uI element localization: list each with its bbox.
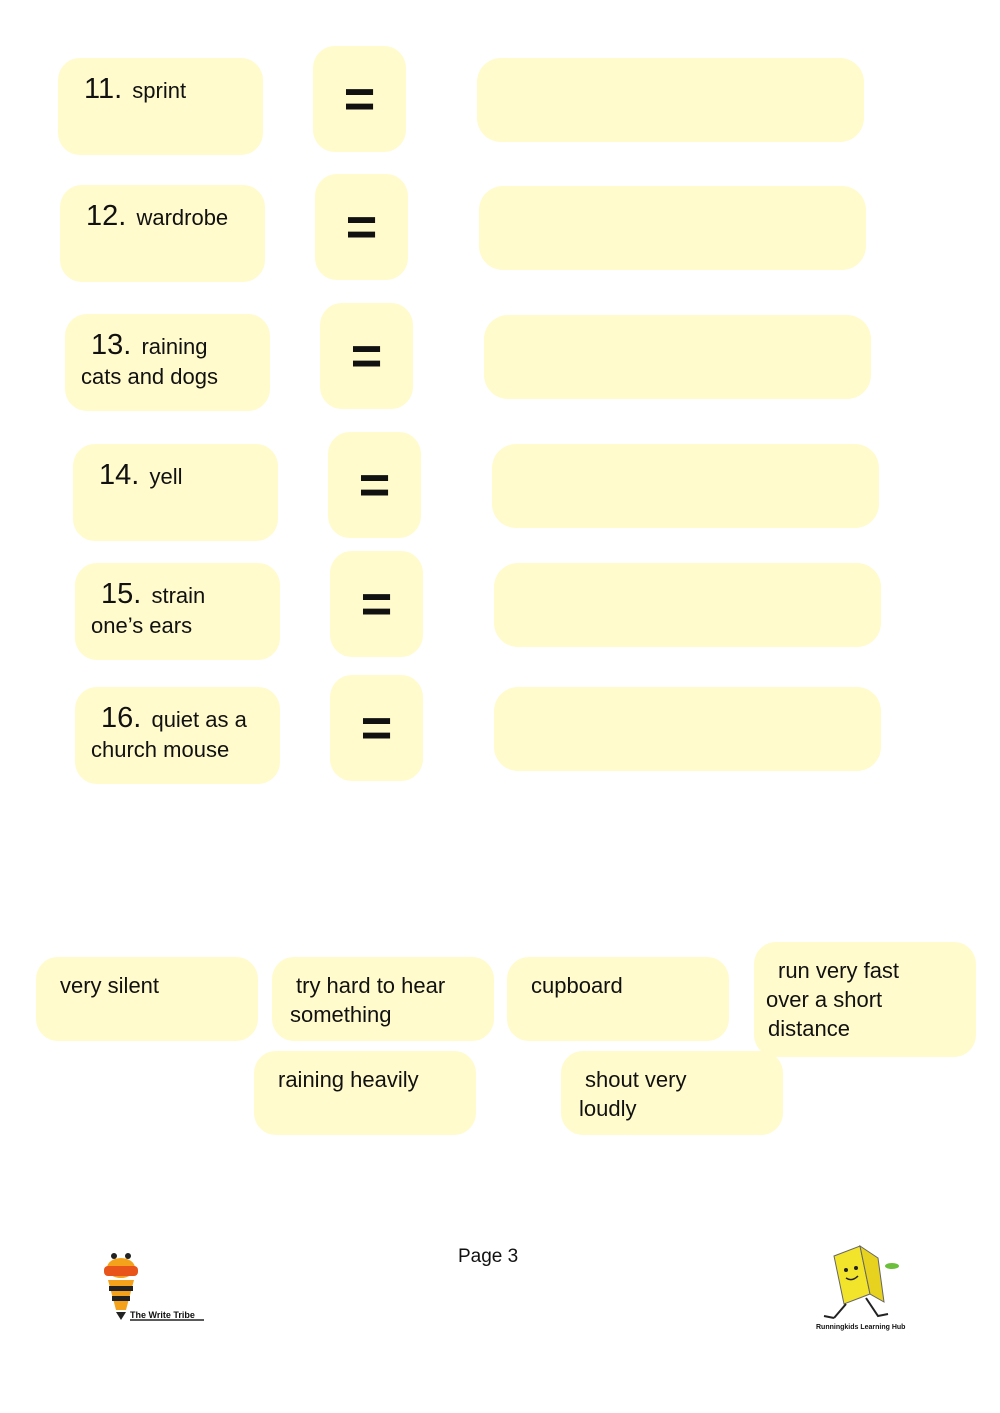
option-raining-heavily[interactable] xyxy=(254,1051,476,1135)
term-text: quiet as a xyxy=(151,707,247,732)
equals-sign: = xyxy=(350,326,383,386)
option-try-hard-to-hear[interactable] xyxy=(272,957,494,1041)
equals-sign: = xyxy=(360,698,393,758)
option-text-line3: distance xyxy=(768,1016,850,1041)
option-text: try hard to hear xyxy=(296,973,446,998)
answer-drop-zone-14[interactable] xyxy=(492,444,879,528)
equals-sign: = xyxy=(345,197,378,257)
term-box-13 xyxy=(65,314,270,411)
term-box-14 xyxy=(73,444,278,541)
term-text-line2: church mouse xyxy=(91,737,230,762)
equals-box-16 xyxy=(330,675,423,781)
option-run-very-fast[interactable] xyxy=(754,942,976,1057)
term-text: sprint xyxy=(132,78,187,103)
answer-drop-zone-16[interactable] xyxy=(494,687,881,771)
term-text: yell xyxy=(149,464,183,489)
option-text: very silent xyxy=(60,973,160,998)
logo-caption: Runningkids Learning Hub xyxy=(816,1324,906,1331)
term-text: strain xyxy=(151,583,206,608)
option-shout-very-loudly[interactable] xyxy=(561,1051,783,1135)
equals-box-11 xyxy=(313,46,406,152)
option-text-line2: loudly xyxy=(579,1096,637,1121)
term-box-12 xyxy=(60,185,265,282)
option-text: cupboard xyxy=(531,973,623,998)
write-tribe-logo xyxy=(98,1250,208,1326)
equals-box-13 xyxy=(320,303,413,409)
equals-box-15 xyxy=(330,551,423,657)
term-number: 14. xyxy=(99,459,140,491)
answer-drop-zone-15[interactable] xyxy=(494,563,881,647)
logo-caption: The Write Tribe xyxy=(130,1310,195,1320)
term-number: 11. xyxy=(84,73,123,105)
term-box-15 xyxy=(75,563,280,660)
answer-drop-zone-13[interactable] xyxy=(484,315,871,399)
answer-drop-zone-11[interactable] xyxy=(477,58,864,142)
equals-box-12 xyxy=(315,174,408,280)
option-text: raining heavily xyxy=(278,1067,419,1092)
answer-drop-zone-12[interactable] xyxy=(479,186,866,270)
term-box-16 xyxy=(75,687,280,784)
learning-hub-logo xyxy=(812,1244,908,1340)
option-text-line2: something xyxy=(290,1002,392,1027)
term-number: 16. xyxy=(101,702,142,734)
term-number: 13. xyxy=(91,329,132,361)
equals-sign: = xyxy=(343,69,376,129)
running-book-icon xyxy=(812,1244,908,1326)
term-text: wardrobe xyxy=(136,205,229,230)
option-cupboard[interactable] xyxy=(507,957,729,1041)
option-text: shout very xyxy=(585,1067,687,1092)
option-text-line2: over a short xyxy=(766,987,883,1012)
term-text-line2: one’s ears xyxy=(91,613,193,638)
term-box-11 xyxy=(58,58,263,155)
term-number: 15. xyxy=(101,578,142,610)
page-number: Page 3 xyxy=(458,1246,519,1267)
term-text-line2: cats and dogs xyxy=(81,364,218,389)
equals-sign: = xyxy=(358,455,391,515)
equals-sign: = xyxy=(360,574,393,634)
option-very-silent[interactable] xyxy=(36,957,258,1041)
equals-box-14 xyxy=(328,432,421,538)
term-number: 12. xyxy=(86,200,127,232)
option-text: run very fast xyxy=(778,958,900,983)
term-text: raining xyxy=(141,334,208,359)
